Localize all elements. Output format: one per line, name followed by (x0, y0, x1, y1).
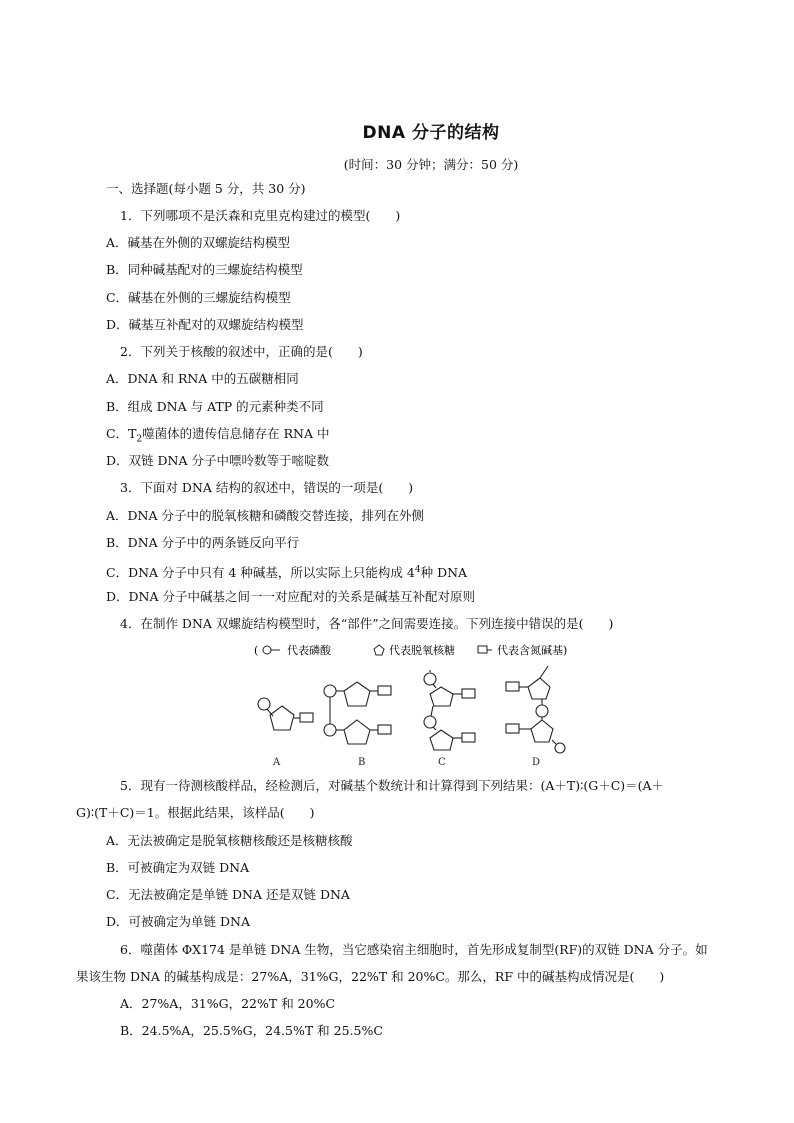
phosphate-icon (324, 724, 336, 736)
diagram-label-b: B (358, 757, 366, 768)
question-2-option-b: B．组成 DNA 与 ATP 的元素种类不同 (106, 399, 324, 414)
diagram-label-d: D (532, 757, 541, 768)
diagram-label-c: C (438, 757, 446, 768)
question-3-option-c (106, 562, 467, 581)
option-text: 噬菌体的遗传信息储存在 RNA 中 (142, 426, 330, 441)
question-5-option-b: B．可被确定为双链 DNA (106, 860, 250, 875)
option-b-structure (324, 682, 391, 768)
phosphate-icon (324, 685, 336, 697)
question-6-stem-line-1: 6．噬菌体 ΦX174 是单链 DNA 生物，当它感染宿主细胞时，首先形成复制型(RF)的双链 DNA 分子。如 (120, 942, 708, 957)
question-5-stem-line-1: 5．现有一待测核酸样品，经检测后，对碱基个数统计和计算得到下列结果：(A＋T)∶(G＋C)＝(A＋ (120, 778, 665, 793)
phosphate-icon (258, 698, 270, 710)
phosphate-icon (536, 705, 548, 717)
sugar-icon (344, 720, 370, 744)
bond (433, 684, 436, 688)
exam-info: (时间：30 分钟；满分：50 分) (343, 157, 519, 172)
bond (552, 740, 556, 744)
question-2-option-a: A．DNA 和 RNA 中的五碳糖相同 (106, 371, 299, 386)
phosphate-icon (424, 673, 436, 685)
question-3-option-d: D．DNA 分子中碱基之间一一对应配对的关系是碱基互补配对原则 (106, 589, 475, 604)
question-5-option-d: D．可被确定为单链 DNA (106, 914, 250, 929)
diagram-legend (250, 641, 610, 659)
question-3-option-b: B．DNA 分子中的两条链反向平行 (106, 535, 300, 550)
option-text: C．T (106, 426, 137, 441)
question-3-stem: 3．下面对 DNA 结构的叙述中，错误的一项是( ) (120, 480, 414, 495)
question-6-stem-line-2: 果该生物 DNA 的碱基构成是：27%A，31%G，22%T 和 20%C。那么，RF 中的碱基构成情况是( ) (76, 969, 665, 984)
option-text: 种 DNA (420, 565, 468, 581)
diagram-label-a: A (273, 757, 281, 768)
superscript: 4 (414, 565, 421, 575)
bond (433, 727, 436, 730)
question-5-option-c: C．无法被确定是单链 DNA 还是双链 DNA (106, 887, 350, 902)
option-d-structure (506, 666, 565, 768)
bond (540, 666, 548, 678)
phosphate-icon (424, 716, 436, 728)
sugar-symbol-icon (374, 645, 384, 655)
question-6-option-a: A．27%A，31%G，22%T 和 20%C (120, 996, 336, 1011)
question-6-option-b: B．24.5%A，25.5%G，24.5%T 和 25.5%C (120, 1023, 383, 1038)
question-5-option-a: A．无法被确定是脱氧核糖核酸还是核糖核酸 (106, 833, 353, 848)
phosphate-symbol-icon (263, 646, 271, 654)
question-1-option-b: B．同种碱基配对的三螺旋结构模型 (106, 262, 303, 277)
sugar-icon (344, 682, 370, 706)
base-icon (462, 733, 475, 742)
question-1-option-a: A．碱基在外侧的双螺旋结构模型 (106, 235, 291, 250)
section-heading: 一、选择题(每小题 5 分，共 30 分) (106, 181, 306, 196)
question-1-option-d: D．碱基互补配对的双螺旋结构模型 (106, 317, 304, 332)
base-icon (378, 725, 391, 734)
base-icon (506, 724, 519, 733)
base-symbol-icon (478, 646, 487, 653)
phosphate-icon (555, 743, 565, 753)
question-1-option-c: C．碱基在外侧的三螺旋结构模型 (106, 290, 291, 305)
question-2-option-c (106, 426, 329, 448)
question-4-stem: 4．在制作 DNA 双螺旋结构模型时，各“部件”之间需要连接。下列连接中错误的是( ) (120, 616, 614, 631)
nucleotide-diagram (240, 660, 570, 770)
sugar-icon (430, 687, 453, 706)
base-icon (506, 682, 519, 691)
question-5-stem-line-2: G)∶(T＋C)＝1。根据此结果，该样品( ) (76, 805, 315, 820)
option-a-structure (258, 698, 313, 768)
base-icon (378, 686, 391, 695)
option-text: C．DNA 分子中只有 4 种碱基，所以实际上只能构成 4 (106, 565, 415, 581)
legend-base: 代表含氮碱基) (497, 644, 568, 657)
subscript: 2 (136, 434, 143, 445)
sugar-icon (270, 706, 294, 730)
page-title: DNA 分子的结构 (362, 123, 500, 143)
question-2-stem: 2．下列关于核酸的叙述中，正确的是( ) (120, 344, 363, 359)
base-icon (462, 689, 475, 698)
legend-sugar: 代表脱氧核糖 (389, 644, 455, 657)
sugar-icon (430, 730, 453, 750)
base-icon (300, 713, 313, 722)
legend-open: ( (254, 644, 259, 657)
question-2-option-d: D．双链 DNA 分子中嘌呤数等于嘧啶数 (106, 453, 329, 468)
question-1-stem: 1．下列哪项不是沃森和克里克构建过的模型( ) (120, 208, 401, 223)
sugar-icon (531, 720, 553, 742)
sugar-icon (528, 678, 550, 699)
question-3-option-a: A．DNA 分子中的脱氧核糖和磷酸交替连接，排列在外侧 (106, 508, 424, 523)
bond (431, 706, 433, 716)
option-c-structure (424, 670, 475, 768)
legend-phosphate: 代表磷酸 (287, 644, 331, 657)
